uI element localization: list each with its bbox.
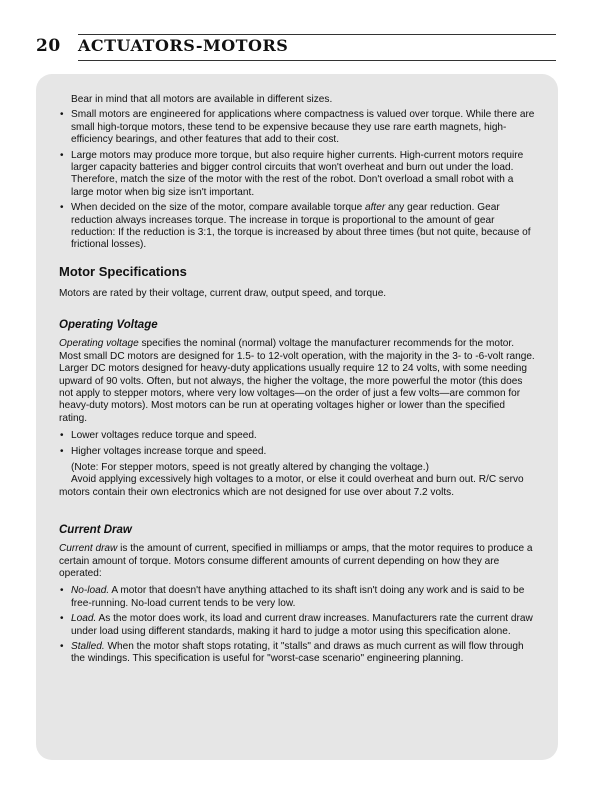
- term-load: Load.: [71, 613, 97, 625]
- current-bullet-list: [59, 585, 535, 665]
- list-item-text: Large motors may produce more torque, but also require higher currents. High-current motors require larger capacity batteries and bigger control circuits that won't overheat and burn out under the load. Therefore, match the size of the motor with the rest of the robot. Don't overload a small robot with a large motor when big size isn't important.: [71, 149, 524, 198]
- emphasis-text: after: [365, 202, 386, 214]
- page-header: [36, 36, 556, 62]
- list-item-text: Higher voltages increase torque and speed.: [71, 445, 267, 457]
- intro-paragraph: Bear in mind that all motors are available in different sizes.: [71, 94, 333, 105]
- section-heading-motor-specifications: Motor Specifications: [59, 263, 187, 279]
- page-content: [59, 94, 535, 669]
- bullet-icon: •: [60, 109, 64, 121]
- list-item: [59, 641, 535, 666]
- list-item: [59, 430, 535, 442]
- subsection-heading-operating-voltage: Operating Voltage: [59, 319, 158, 332]
- subsection-heading-current-draw: Current Draw: [59, 524, 132, 537]
- stepper-note: (Note: For stepper motors, speed is not greatly altered by changing the voltage.): [71, 461, 429, 473]
- bullet-icon: •: [60, 149, 64, 161]
- term-stalled: Stalled.: [71, 641, 105, 652]
- list-item: [59, 109, 535, 146]
- list-item: [59, 202, 535, 252]
- size-bullet-list: [59, 109, 535, 251]
- list-item-text: any gear reduction. Gear reduction always increases torque. The increase in torque is proportional to the amount of gear reduction: If the reduction is 3:1, the torque is increased by about three times (but not quite, because of frictional losses).: [71, 202, 531, 251]
- list-item-text: As the motor does work, its load and current draw increases. Manufacturers rate the current draw under load using different standards, making it hard to judge a motor using this specification alone.: [71, 613, 533, 637]
- list-item-text: When decided on the size of the motor, compare available torque: [71, 202, 366, 214]
- bullet-icon: •: [60, 445, 64, 457]
- current-paragraph: [59, 543, 535, 580]
- list-item: [59, 585, 535, 610]
- term-no-load: No-load.: [71, 585, 110, 597]
- list-item-text: Small motors are engineered for applications where compactness is valued over torque. While there are small high-torque motors, these tend to be expensive because they use rare earth magnets, high-efficiency bearings, and other features that add to their cost.: [71, 109, 535, 146]
- voltage-bullet-list: [59, 430, 535, 458]
- header-rule-top: [78, 34, 556, 35]
- avoid-high-voltage-paragraph: Avoid applying excessively high voltages to a motor, or else it could overheat and burn out. R/C servo motors contain their own electronics which are not designed for use over about 7.2 volts.: [59, 474, 524, 498]
- list-item-text: When the motor shaft stops rotating, it "stalls" and draws as much current as will flow through the windings. This specification is useful for "worst-case scenario" engineering planning.: [71, 641, 524, 665]
- voltage-body-text: specifies the nominal (normal) voltage the manufacturer recommends for the motor. Most small DC motors are designed for 1.5- to 12-volt operation, with the majority in the 3- to -6-volt range. Larger DC motors designed for heavy-duty applications usually require 12 to 24 volts, with some needing upward of 90 volts. Often, but not always, the higher the voltage, the more powerful the motor (this does not apply to stepper motors, where very low voltages—on the order of just a few volts—are common for heavy-duty motors). Most motors can be run at operating voltages higher or lower than the specified rating.: [59, 338, 535, 424]
- list-item-text: Lower voltages reduce torque and speed.: [71, 430, 257, 442]
- current-body-text: is the amount of current, specified in milliamps or amps, that the motor requires to produce a certain amount of torque. Motors consume different amounts of current depending on how they are operated:: [59, 543, 533, 579]
- voltage-paragraph: [59, 338, 535, 425]
- page-number: 20: [36, 36, 61, 56]
- list-item: [59, 613, 535, 638]
- bullet-icon: •: [60, 430, 64, 442]
- header-rule-bottom: [78, 60, 556, 61]
- bullet-icon: •: [60, 641, 64, 652]
- list-item: [59, 446, 535, 458]
- term-current-draw: Current draw: [59, 543, 118, 555]
- specs-intro-paragraph: Motors are rated by their voltage, current draw, output speed, and torque.: [59, 287, 387, 299]
- bullet-icon: •: [60, 585, 64, 597]
- list-item: [59, 150, 535, 200]
- list-item-text: A motor that doesn't have anything attached to its shaft isn't doing any work and is said to be free-running. No-load current tends to be very low.: [71, 585, 525, 609]
- term-operating-voltage: Operating voltage: [59, 338, 139, 350]
- bullet-icon: •: [60, 613, 64, 625]
- chapter-title: ACTUATORS-MOTORS: [78, 36, 289, 55]
- bullet-icon: •: [60, 202, 64, 214]
